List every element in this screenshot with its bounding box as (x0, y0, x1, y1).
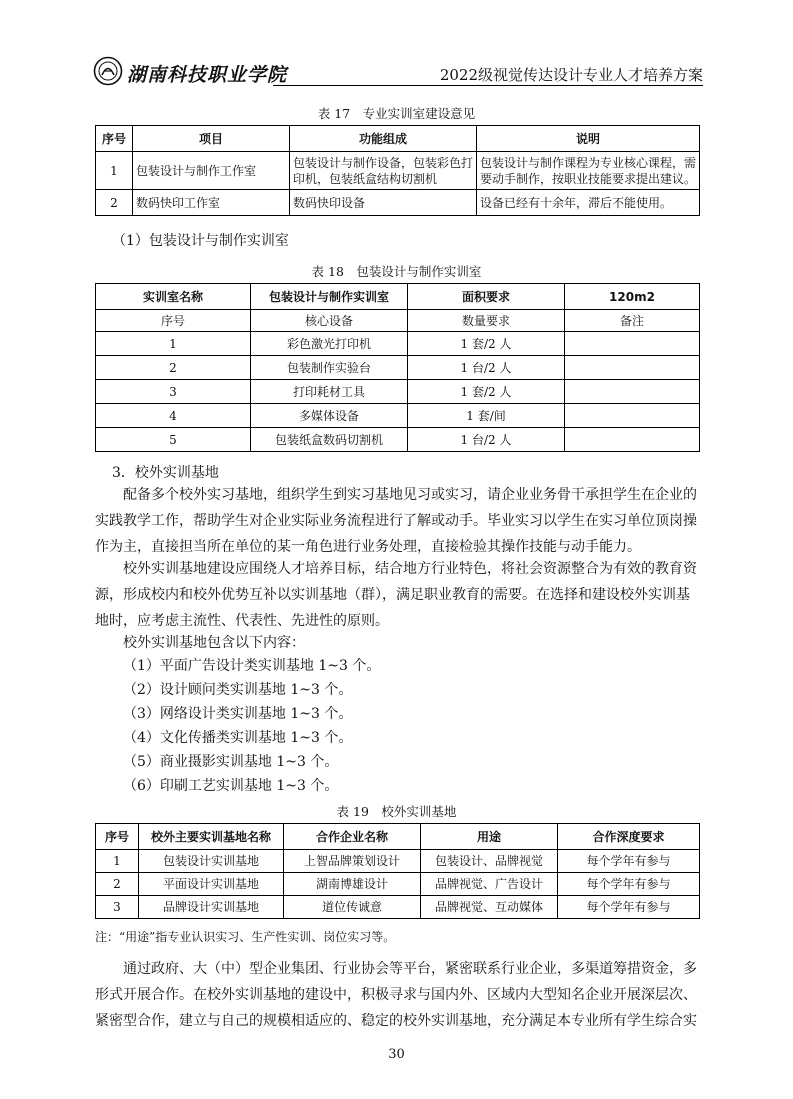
table-header: 序号 (96, 126, 133, 152)
page-header (93, 56, 703, 86)
table-cell: 1 套/间 (408, 404, 565, 428)
list-item: （5）商业摄影实训基地 1~3 个。 (123, 754, 339, 770)
table-note: 注：“用途”指专业认识实习、生产性实训、岗位实习等。 (95, 930, 396, 944)
table18-caption: 表 18 包装设计与制作实训室 (311, 264, 482, 279)
table-cell: 每个学年有参与 (558, 873, 700, 896)
table-cell: 品牌视觉、广告设计 (421, 873, 558, 896)
table17 (95, 125, 700, 216)
table-cell (565, 332, 700, 356)
table-header: 120m2 (565, 284, 700, 310)
table-cell: 湖南博雄设计 (284, 873, 421, 896)
section-heading-1: （1）包装设计与制作实训室 (112, 233, 289, 249)
table-cell: 品牌设计实训基地 (139, 896, 284, 919)
table-cell: 备注 (565, 310, 700, 332)
table-row (96, 380, 700, 404)
table-cell: 1 套/2 人 (408, 380, 565, 404)
section-heading-3: 3．校外实训基地 (112, 465, 219, 481)
paragraph-3: 校外实训基地包含以下内容： (123, 635, 305, 651)
table-cell: 道位传诚意 (284, 896, 421, 919)
table-header: 项目 (133, 126, 290, 152)
table-header: 用途 (421, 824, 558, 850)
list-item: （3）网络设计类实训基地 1~3 个。 (123, 706, 353, 722)
table-cell: 数码快印工作室 (133, 190, 290, 216)
table-cell: 1 台/2 人 (408, 356, 565, 380)
school-name: 湖南科技职业学院 (127, 64, 288, 86)
table-cell: 包装设计实训基地 (139, 850, 284, 873)
table-row (96, 190, 700, 216)
table-cell: 上智品牌策划设计 (284, 850, 421, 873)
table-cell: 1 台/2 人 (408, 428, 565, 452)
page-number: 30 (388, 1047, 405, 1062)
table-cell: 2 (96, 873, 139, 896)
table-cell: 包装设计与制作设备，包装彩色打印机，包装纸盒结构切割机 (290, 152, 477, 190)
table-row (96, 332, 700, 356)
table-cell: 包装设计、品牌视觉 (421, 850, 558, 873)
table-cell: 彩色激光打印机 (251, 332, 408, 356)
document-title: 2022级视觉传达设计专业人才培养方案 (439, 66, 703, 84)
table-cell: 核心设备 (251, 310, 408, 332)
header-rule (273, 85, 703, 86)
table-header: 校外主要实训基地名称 (139, 824, 284, 850)
table-cell: 包装纸盒数码切割机 (251, 428, 408, 452)
table-cell (565, 404, 700, 428)
table-cell: 打印耗材工具 (251, 380, 408, 404)
table-header: 面积要求 (408, 284, 565, 310)
table-cell: 数码快印设备 (290, 190, 477, 216)
table-cell: 品牌视觉、互动媒体 (421, 896, 558, 919)
table18 (95, 283, 700, 452)
table-cell: 2 (96, 356, 251, 380)
table-cell: 数量要求 (408, 310, 565, 332)
table-row (96, 310, 700, 332)
table-row (96, 404, 700, 428)
school-logo-icon (93, 56, 123, 86)
table17-caption: 表 17 专业实训室建设意见 (317, 106, 476, 121)
table-cell: 5 (96, 428, 251, 452)
paragraph-4: 通过政府、大（中）型企业集团、行业协会等平台，紧密联系行业企业，多渠道筹措资金，多形式开展合作。在校外实训基地的建设中，积极寻求与国内外、区域内大型知名企业开展深层次、紧密型合作，建立与自己的规模相适应的、稳定的校外实训基地，充分满足本专业所有学生综合实 (95, 961, 697, 1029)
table-header: 合作深度要求 (558, 824, 700, 850)
table-cell: 平面设计实训基地 (139, 873, 284, 896)
table-cell: 每个学年有参与 (558, 896, 700, 919)
table-row (96, 873, 700, 896)
list-item: （2）设计顾问类实训基地 1~3 个。 (123, 682, 353, 698)
table-row (96, 356, 700, 380)
paragraph-2: 校外实训基地建设应围绕人才培养目标，结合地方行业特色，将社会资源整合为有效的教育资源，形成校内和校外优势互补以实训基地（群），满足职业教育的需要。在选择和建设校外实训基地时，应考虑主流性、代表性、先进性的原则。 (95, 561, 697, 629)
table-cell: 3 (96, 380, 251, 404)
paragraph-1: 配备多个校外实习基地，组织学生到实习基地见习或实习，请企业业务骨干承担学生在企业的实践教学工作，帮助学生对企业实际业务流程进行了解或动手。毕业实习以学生在实习单位顶岗操作为主，直接担当所在单位的某一角色进行业务处理，直接检验其操作技能与动手能力。 (95, 487, 697, 555)
table-cell: 1 (96, 850, 139, 873)
list-item: （6）印刷工艺实训基地 1~3 个。 (123, 778, 339, 794)
table-cell: 1 (96, 152, 133, 190)
table-cell: 序号 (96, 310, 251, 332)
table-cell: 包装设计与制作课程为专业核心课程，需要动手制作，按职业技能要求提出建议。 (477, 152, 700, 190)
table19 (95, 823, 700, 919)
list-item: （1）平面广告设计类实训基地 1~3 个。 (123, 658, 381, 674)
table-row (96, 896, 700, 919)
table-cell: 包装制作实验台 (251, 356, 408, 380)
table-cell: 包装设计与制作工作室 (133, 152, 290, 190)
table-cell (565, 428, 700, 452)
table-header: 功能组成 (290, 126, 477, 152)
table-header: 说明 (477, 126, 700, 152)
table-header: 序号 (96, 824, 139, 850)
table-cell: 每个学年有参与 (558, 850, 700, 873)
table-cell: 3 (96, 896, 139, 919)
table-cell: 2 (96, 190, 133, 216)
table19-caption: 表 19 校外实训基地 (336, 804, 457, 819)
table-cell: 多媒体设备 (251, 404, 408, 428)
table-row (96, 152, 700, 190)
table-cell: 1 (96, 332, 251, 356)
table-header: 包装设计与制作实训室 (251, 284, 408, 310)
table-cell: 设备已经有十余年，滞后不能使用。 (477, 190, 700, 216)
table-header: 合作企业名称 (284, 824, 421, 850)
table-cell (565, 356, 700, 380)
list-item: （4）文化传播类实训基地 1~3 个。 (123, 730, 353, 746)
table-cell: 4 (96, 404, 251, 428)
table-row (96, 850, 700, 873)
table-cell (565, 380, 700, 404)
table-row (96, 428, 700, 452)
table-header: 实训室名称 (96, 284, 251, 310)
table-cell: 1 套/2 人 (408, 332, 565, 356)
